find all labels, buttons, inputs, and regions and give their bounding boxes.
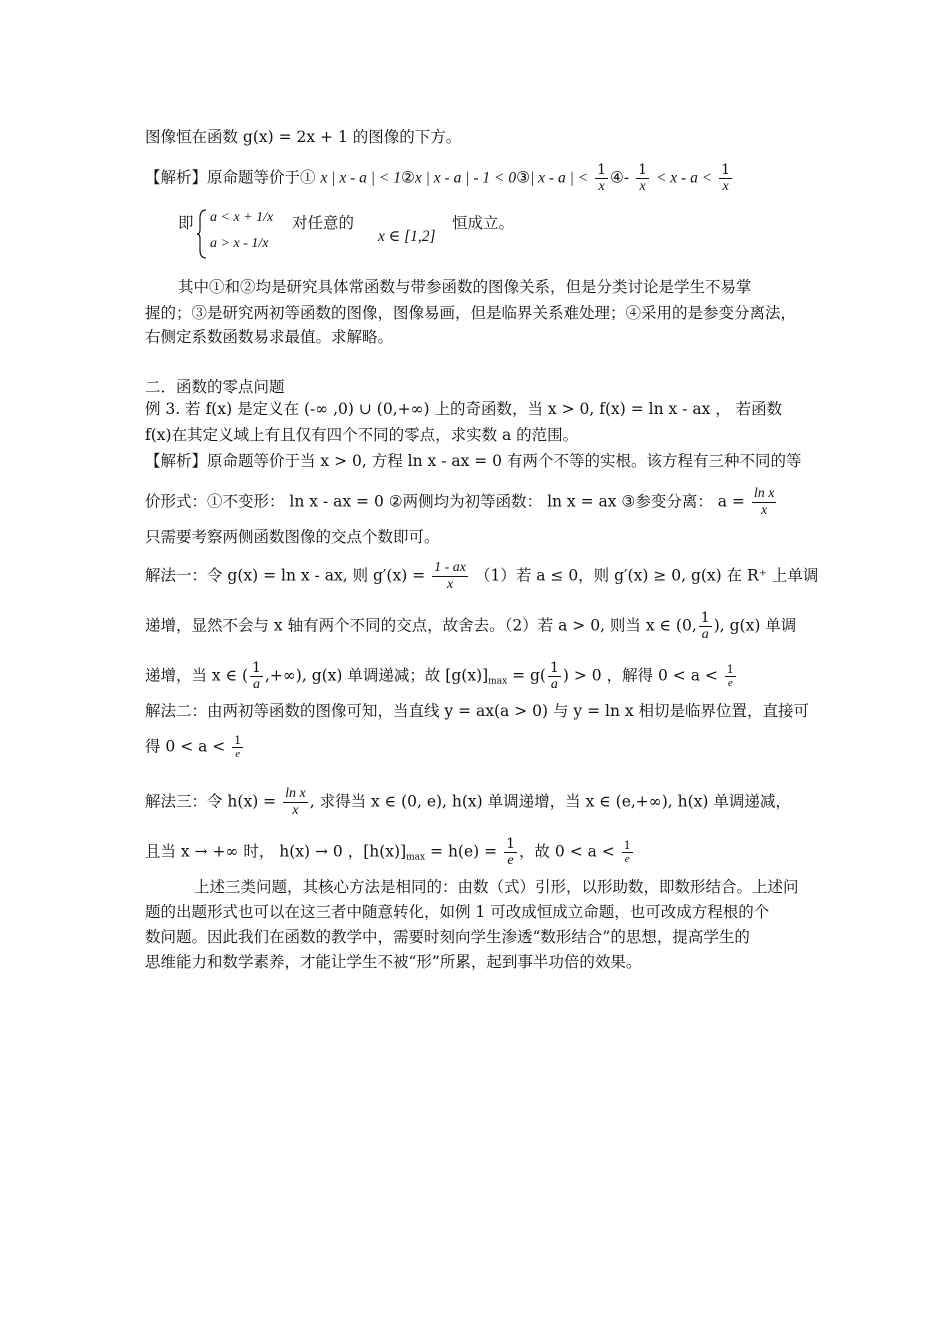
- fraction-denominator: e: [624, 853, 630, 865]
- fraction-denominator: a: [701, 627, 709, 642]
- text-line: 只需要考察两侧函数图像的交点个数即可。: [145, 528, 440, 546]
- circled-3: ③: [516, 168, 531, 187]
- subscript: max: [488, 676, 508, 687]
- inequality-1: a < x + 1/x: [210, 210, 274, 225]
- fraction: [595, 162, 608, 195]
- text-span: 递增，当 x ∈ (: [145, 666, 249, 685]
- text-span: 即: [178, 214, 194, 232]
- fraction-numerator: 1 - ax: [434, 560, 467, 575]
- fraction-numerator: 1: [234, 734, 242, 747]
- paragraph-line: 右侧定系数函数易求最值。求解略。: [145, 328, 394, 346]
- fraction: [232, 734, 243, 761]
- fraction-denominator: x: [722, 179, 729, 194]
- section-heading: 二．函数的零点问题: [145, 378, 285, 396]
- text-span: 解法一：令 g(x) = ln x - ax, 则 g′(x) =: [145, 566, 426, 585]
- analysis-line: [145, 162, 734, 195]
- fraction-numerator: 1: [623, 839, 631, 852]
- fraction-numerator: 1: [721, 162, 731, 178]
- fraction: [504, 836, 517, 869]
- fraction: [699, 610, 712, 643]
- text-span: 恒成立。: [452, 214, 515, 232]
- conclusion-line: 上述三类问题，其核心方法是相同的：由数（式）引形，以形助数，即数形结合。上述问: [194, 878, 799, 896]
- fraction-denominator: e: [727, 677, 733, 689]
- text-span: ), g(x) 单调: [713, 616, 797, 635]
- fraction: [548, 660, 561, 693]
- fraction-denominator: a: [550, 677, 558, 692]
- conclusion-line: 数问题。因此我们在函数的教学中，需要时刻向学生渗透“数形结合”的思想，提高学生的: [145, 928, 750, 946]
- conclusion-line: 题的出题形式也可以在这三者中随意转化，如例 1 可改成恒成立命题，也可改成方程根的个: [145, 903, 770, 921]
- fraction-numerator: 1: [506, 836, 515, 852]
- fraction-denominator: e: [235, 748, 241, 760]
- solution-line: [145, 734, 245, 761]
- solution-line: [145, 660, 738, 693]
- text-span: 递增，显然不会与 x 轴有两个不同的交点，故舍去。（2）若 a > 0, 则当 x ∈ (0,: [145, 616, 697, 635]
- fraction-denominator: x: [639, 179, 646, 194]
- circled-2: ②: [401, 168, 415, 187]
- text-span: = h(e) =: [425, 842, 498, 861]
- solution-line: [145, 836, 635, 869]
- conclusion-line: 思维能力和数学素养，才能让学生不被“形”所累，起到事半功倍的效果。: [145, 953, 642, 971]
- solution-line: [145, 560, 818, 593]
- solution-line: [145, 610, 796, 643]
- fraction-numerator: 1: [726, 663, 734, 676]
- text-span: 解法三：令 h(x) =: [145, 792, 277, 811]
- fraction: [636, 162, 649, 195]
- solution-line: [145, 786, 791, 819]
- fraction-denominator: e: [507, 853, 514, 868]
- fraction-numerator: 1: [597, 162, 607, 178]
- fraction: [250, 660, 263, 693]
- text-span: ) > 0 ，解得 0 < a <: [562, 666, 718, 685]
- fraction-denominator: x: [292, 803, 299, 818]
- fraction: [283, 786, 308, 819]
- text-span: 得 0 < a <: [145, 737, 226, 756]
- fraction-numerator: 1: [638, 162, 648, 178]
- condition-4: < x - a <: [655, 169, 713, 187]
- text-span: 价形式：①不变形： ln x - ax = 0 ②两侧均为初等函数： ln x = ax ③参变分离： a =: [145, 492, 745, 511]
- example-line: f(x)在其定义域上有且仅有四个不同的零点，求实数 a 的范围。: [145, 426, 579, 444]
- text-span: ，故 0 < a <: [518, 842, 615, 861]
- fraction-numerator: ln x: [285, 786, 306, 801]
- inequality-2: a > x - 1/x: [210, 236, 269, 251]
- condition-3: | x - a | <: [530, 169, 589, 187]
- subscript: max: [406, 852, 426, 863]
- fraction-denominator: x: [598, 179, 605, 194]
- example-line: 例 3. 若 f(x) 是定义在 (-∞ ,0) ∪ (0,+∞) 上的奇函数，当 x > 0, f(x) = ln x - ax ， 若函数: [145, 400, 783, 418]
- text-span: 且当 x → +∞ 时， h(x) → 0 ，[h(x)]: [145, 842, 407, 861]
- text-span: （1）若 a ≤ 0，则 g′(x) ≥ 0, g(x) 在 R⁺ 上单调: [474, 566, 819, 585]
- text-span: ,+∞), g(x) 单调递减；故 [g(x)]: [264, 666, 489, 685]
- fraction: [622, 839, 633, 866]
- fraction: [432, 560, 468, 593]
- fraction: [752, 486, 777, 519]
- text-span: = g(: [507, 666, 546, 685]
- paragraph-line: 其中①和②均是研究具体常函数与带参函数的图像关系，但是分类讨论是学生不易掌: [178, 278, 752, 296]
- fraction-denominator: x: [761, 503, 768, 518]
- analysis-line: 【解析】原命题等价于当 x > 0, 方程 ln x - ax = 0 有两个不等的实根。该方程有三种不同的等: [145, 452, 802, 470]
- fraction-numerator: 1: [252, 660, 261, 676]
- fraction-numerator: 1: [700, 610, 710, 626]
- analysis-label: 【解析】: [145, 168, 208, 187]
- fraction-denominator: x: [446, 577, 454, 592]
- condition-1: x | x - a | < 1: [320, 169, 401, 187]
- text-span: 对任意的: [292, 214, 355, 232]
- brace-icon: [196, 208, 208, 260]
- circled-4: ④-: [610, 168, 630, 187]
- domain-set: x ∈ [1,2]: [378, 228, 436, 245]
- fraction-denominator: a: [253, 677, 260, 692]
- fraction: [719, 162, 732, 195]
- text-line: 图像恒在函数 g(x) = 2x + 1 的图像的下方。: [145, 128, 462, 146]
- paragraph-line: 握的；③是研究两初等函数的图像，图像易画，但是临界关系难处理；④采用的是参变分离法，: [145, 304, 797, 322]
- text-span: , 求得当 x ∈ (0, e), h(x) 单调递增，当 x ∈ (e,+∞), h(x) 单调递减，: [309, 792, 791, 811]
- fraction-numerator: 1: [549, 660, 559, 676]
- condition-2: x | x - a | - 1 < 0: [414, 169, 517, 187]
- text-span: 原命题等价于①: [207, 168, 316, 187]
- analysis-line: [145, 486, 778, 519]
- fraction: [725, 663, 736, 690]
- fraction-numerator: ln x: [753, 486, 775, 501]
- solution-line: 解法二：由两初等函数的图像可知，当直线 y = ax(a > 0) 与 y = ln x 相切是临界位置，直接可: [145, 702, 810, 720]
